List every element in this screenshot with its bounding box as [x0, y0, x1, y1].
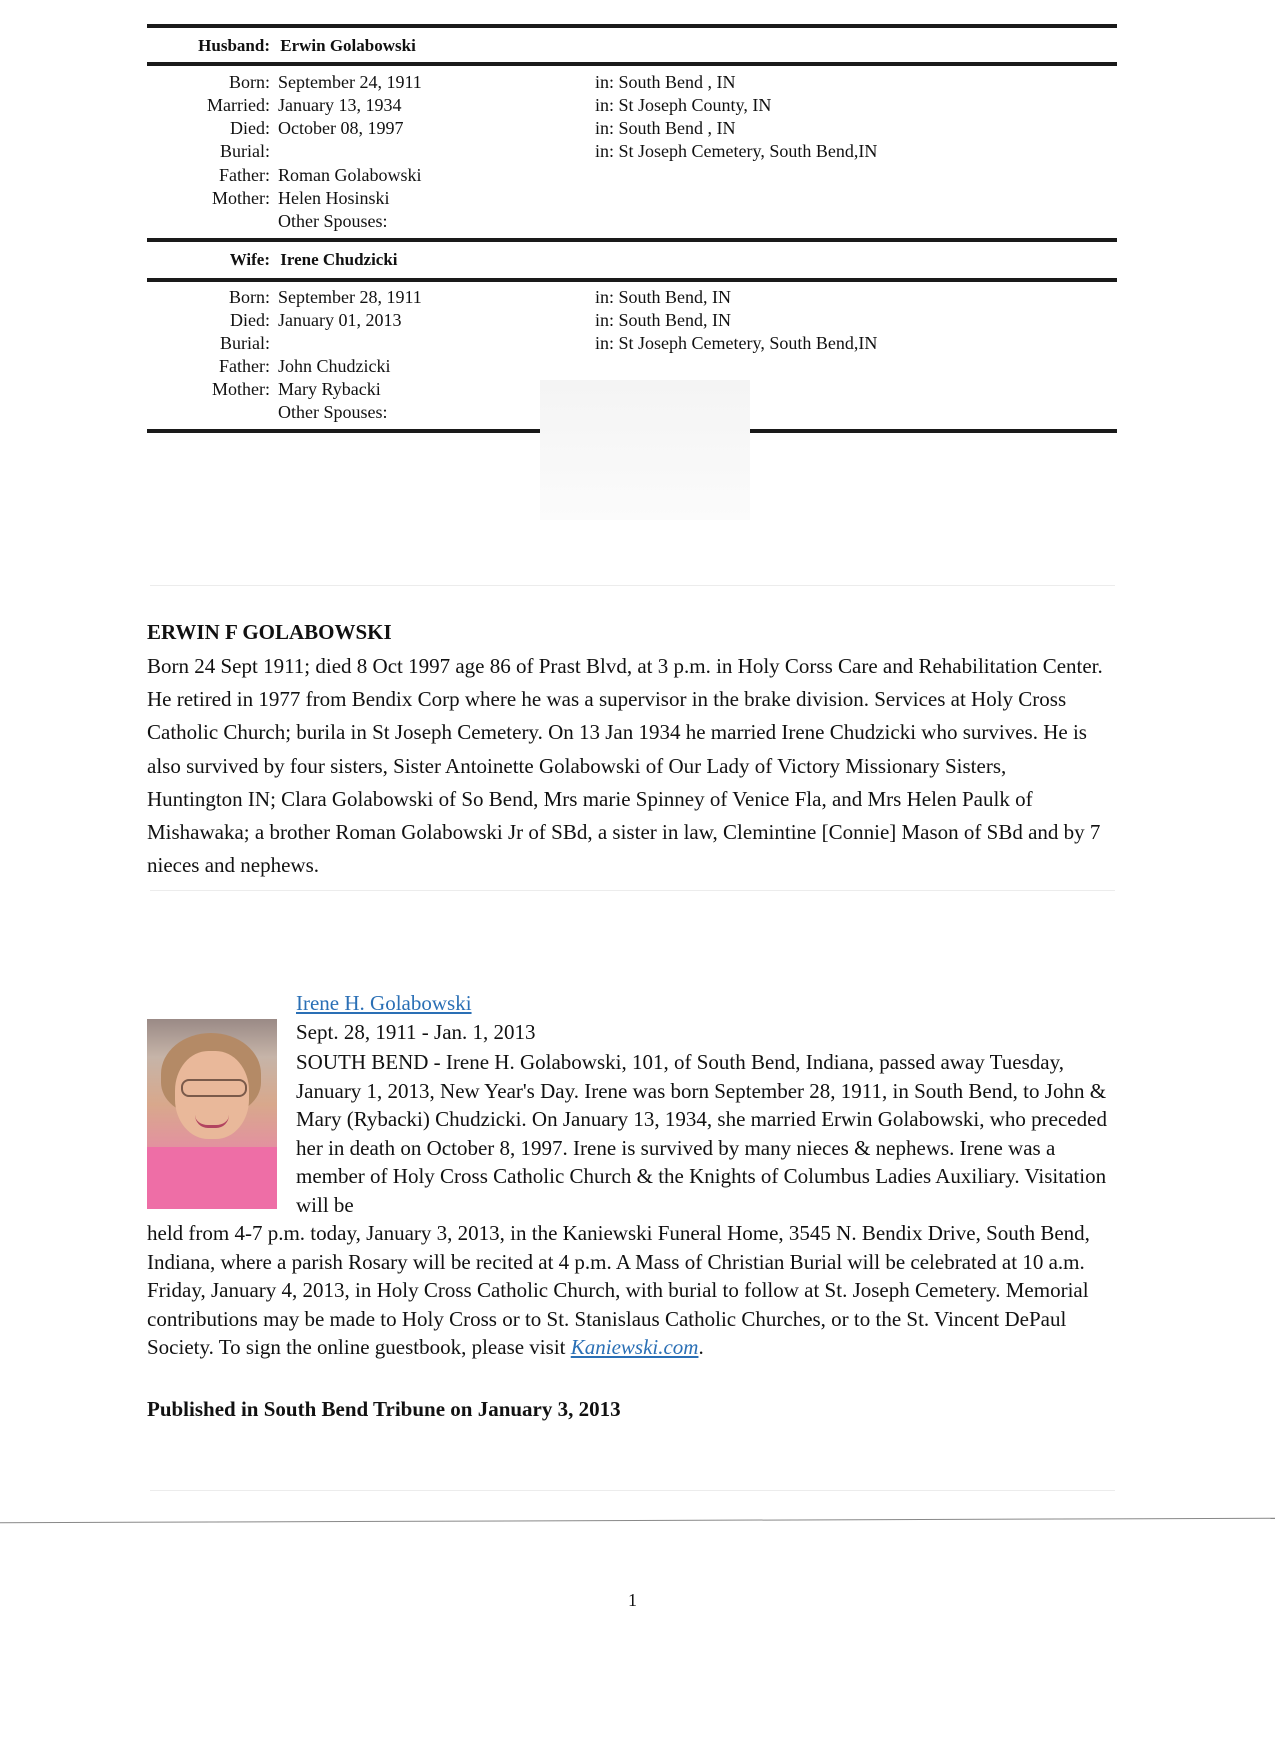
- divider: [147, 278, 1117, 282]
- field-value: John Chudzicki: [278, 356, 391, 376]
- wife-label: Wife:: [229, 250, 270, 269]
- field-label: Burial:: [220, 141, 270, 161]
- field-value: January 13, 1934: [278, 95, 402, 115]
- field-place: in: South Bend , IN: [595, 118, 736, 138]
- field-place: in: St Joseph Cemetery, South Bend,IN: [595, 333, 878, 353]
- husband-header: [147, 36, 416, 56]
- field-label: Died:: [230, 118, 270, 138]
- divider: [147, 238, 1117, 242]
- field-label: Father:: [219, 356, 270, 376]
- field-place: in: St Joseph Cemetery, South Bend,IN: [595, 141, 878, 161]
- obituary-text-full: [147, 1219, 1117, 1362]
- field-label: Mother:: [212, 379, 270, 399]
- field-place: in: St Joseph County, IN: [595, 95, 772, 115]
- obituary-name-link[interactable]: Irene H. Golabowski: [296, 991, 472, 1015]
- field-place: in: South Bend, IN: [595, 310, 732, 330]
- husband-name: Erwin Golabowski: [280, 36, 416, 55]
- obituary-text-wrapped: [296, 1048, 1116, 1220]
- obituary-text: Born 24 Sept 1911; died 8 Oct 1997 age 86 of Prast Blvd, at 3 p.m. in Holy Corss Care and Rehabilitation Center. He retired in 1977 from Bendix Corp where he was a supervisor in the brake division. Services at Holy Cross Catholic Church; burila in St Joseph Cemetery. On 13 Jan 1934 he married Irene Chudzicki who survives. He is also survived by four sisters, Sister Antoinette Golabowski of Our Lady of Victory Missionary Sisters, Huntington IN; Clara Golabowski of So Bend, Mrs marie Spinney of Venice Fla, and Mrs Helen Paulk of Mishawaka; a brother Roman Golabowski Jr of SBd, a sister in law, Clemintine [Connie] Mason of SBd and by 7 nieces and nephews.: [147, 654, 1103, 878]
- field-value: Mary Rybacki: [278, 379, 381, 399]
- field-place: in: South Bend, IN: [595, 287, 732, 307]
- field-label: Other Spouses:: [278, 211, 388, 231]
- photo-clothing: [147, 1147, 277, 1209]
- wife-name: Irene Chudzicki: [280, 250, 398, 269]
- field-value: January 01, 2013: [278, 310, 402, 330]
- wife-header: [147, 250, 398, 270]
- field-label: Burial:: [220, 333, 270, 353]
- obituary-text-part2: held from 4-7 p.m. today, January 3, 2013, in the Kaniewski Funeral Home, 3545 N. Bendix Drive, South Bend, Indiana, where a parish Rosary will be recited at 4 p.m. A Mass of Christian Burial will be celebrated at 10 a.m. Friday, January 4, 2013, in Holy Cross Catholic Church, with burial to follow at St. Joseph Cemetery. Memorial contributions may be made to Holy Cross or to St. Stanislaus Catholic Churches, or to the St. Vincent DePaul Society. To sign the online guestbook, please visit: [147, 1221, 1090, 1360]
- publication-note: Published in South Bend Tribune on January 3, 2013: [147, 1397, 621, 1421]
- field-label: Born:: [228, 287, 270, 307]
- field-value: Helen Hosinski: [278, 188, 390, 208]
- field-label: Other Spouses:: [278, 402, 388, 422]
- field-value: October 08, 1997: [278, 118, 404, 138]
- guestbook-link[interactable]: Kaniewski.com: [570, 1335, 699, 1360]
- faint-rule: [150, 1490, 1115, 1491]
- divider: [147, 24, 1117, 28]
- field-place: in: South Bend , IN: [595, 72, 736, 92]
- scan-artifact: [540, 380, 750, 520]
- field-value: September 28, 1911: [278, 287, 422, 307]
- faint-rule: [150, 890, 1115, 891]
- field-label: Mother:: [212, 188, 270, 208]
- obituary-text-part1: SOUTH BEND - Irene H. Golabowski, 101, of South Bend, Indiana, passed away Tuesday, January 1, 2013, New Year's Day. Irene was born September 28, 1911, in South Bend, to John & Mary (Rybacki) Chudzicki. On January 13, 1934, she married Erwin Golabowski, who preceded her in death on October 8, 1997. Irene is survived by many nieces & nephews. Irene was a member of Holy Cross Catholic Church & the Knights of Columbus Ladies Auxiliary. Visitation will be: [296, 1050, 1107, 1217]
- divider: [147, 62, 1117, 66]
- obituary-title: ERWIN F GOLABOWSKI: [147, 620, 392, 644]
- portrait-photo: [147, 1019, 277, 1209]
- field-label: Married:: [207, 95, 270, 115]
- husband-label: Husband:: [198, 36, 270, 55]
- page-number: 1: [628, 1590, 637, 1610]
- field-label: Died:: [230, 310, 270, 330]
- faint-rule: [150, 585, 1115, 586]
- field-label: Born:: [228, 72, 270, 92]
- field-value: September 24, 1911: [278, 72, 422, 92]
- photo-glasses: [181, 1079, 247, 1097]
- obituary-dates: Sept. 28, 1911 - Jan. 1, 2013: [296, 1020, 536, 1044]
- scan-edge: [0, 1518, 1275, 1523]
- field-value: Roman Golabowski: [278, 165, 422, 185]
- obituary-text-end: .: [698, 1335, 704, 1360]
- field-label: Father:: [219, 165, 270, 185]
